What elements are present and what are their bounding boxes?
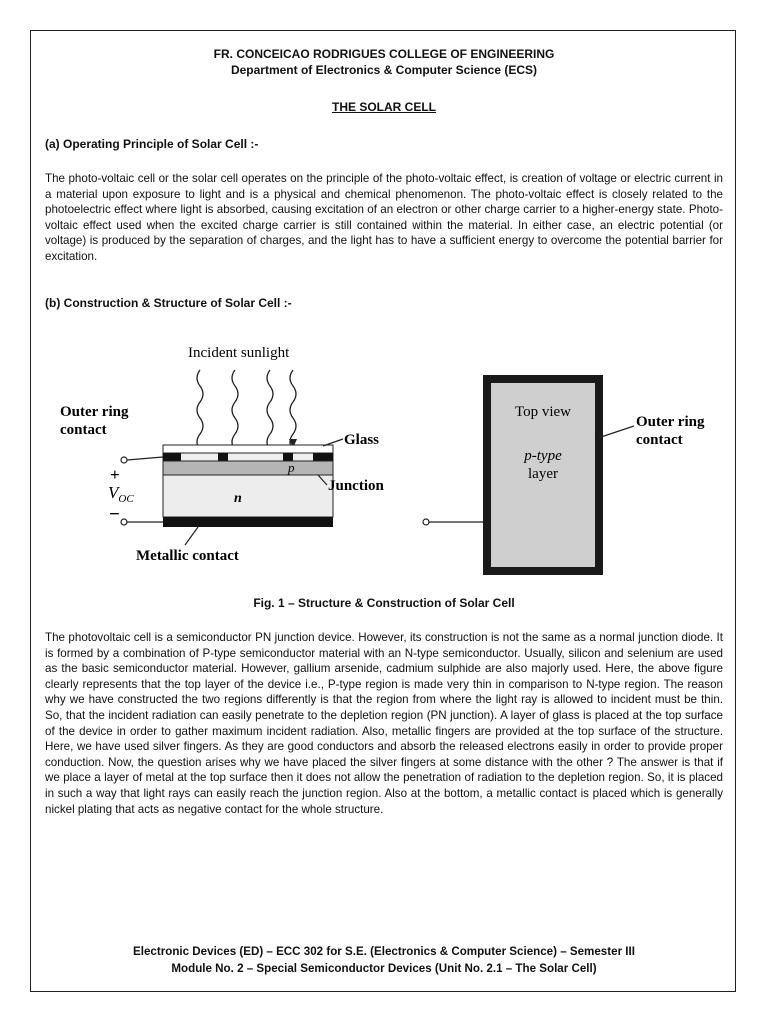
ray-4	[290, 370, 296, 450]
glass-label: Glass	[344, 432, 380, 448]
metallic-contact-label: Metallic contact	[136, 548, 239, 564]
outer-ring-label-line1: Outer ring	[60, 404, 129, 420]
ptype-label-line2: layer	[528, 466, 558, 482]
metal-finger	[218, 453, 228, 461]
junction-label: Junction	[328, 478, 384, 494]
outer-ring-label-line2: contact	[60, 422, 107, 438]
voc-subscript: OC	[118, 493, 134, 505]
minus-sign: −	[109, 504, 120, 525]
plus-sign: +	[110, 465, 120, 484]
page-title: THE SOLAR CELL	[332, 100, 436, 114]
section-a-paragraph: The photo-voltaic cell or the solar cell operates on the principle of the photo-voltaic effect, is creation of voltage or electric current in a material upon exposure to light and is a physical and chemical phenomenon. The photo-voltaic effect is closely related to the photoelectric effect where light is absorbed, causing excitation of an electron or other charge carrier to a higher-energy state. Photo-voltaic effect used when the excited charge carrier is still contained within the material. In either case, an electric potential (or voltage) is produced by the separation of charges, and the light has to have a sufficient energy to overcome the potential barrier for excitation.	[45, 172, 723, 263]
top-view-label: Top view	[514, 404, 572, 420]
metallic-contact-pointer	[185, 527, 198, 545]
positive-lead	[127, 457, 163, 460]
finger-layer	[163, 453, 333, 461]
solar-cell-diagram	[38, 330, 730, 585]
metallic-contact-plate	[163, 517, 333, 527]
p-layer	[163, 461, 333, 475]
footer-line-1: Electronic Devices (ED) – ECC 302 for S.E. (Electronics & Computer Science) – Semester III	[133, 945, 635, 958]
footer-line-2: Module No. 2 – Special Semiconductor Devices (Unit No. 2.1 – The Solar Cell)	[171, 962, 597, 975]
outer-ring-right-line1: Outer ring	[636, 414, 705, 430]
n-region-label: n	[234, 491, 242, 506]
voc-label	[108, 483, 134, 505]
figure-caption: Fig. 1 – Structure & Construction of Solar Cell	[253, 596, 515, 610]
n-layer	[163, 475, 333, 517]
outer-ring-pointer-right	[598, 426, 634, 438]
section-b-heading: (b) Construction & Structure of Solar Cell :-	[45, 296, 292, 310]
p-region-label: p	[288, 460, 295, 475]
solar-cell-figure	[38, 330, 730, 585]
college-name: FR. CONCEICAO RODRIGUES COLLEGE OF ENGINEERING	[213, 47, 555, 61]
outer-ring-right-line2: contact	[636, 432, 683, 448]
section-b-paragraph: The photovoltaic cell is a semiconductor PN junction device. However, its construction is not the same as a normal junction diode. It is formed by a combination of P-type semiconductor material with an N-type semiconductor. Usually, silicon and selenium are used as the basic semiconductor material. However, gallium arsenide, cadmium sulphide are also majorly used. Here, the above figure clearly represents that the top layer of the device i.e., P-type region is made very thin in comparison to N-type region. The reason why we have constructed the two regions differently is that the region from where the light ray is allowed to incident must be thin. So, that the incident radiation can easily penetrate to the depletion region (PN junction). A layer of glass is placed at the top surface of the device in order to gather maximum incident radiation. Also, metallic fingers are provided at the top surface of the structure. Here, we have used silver fingers. As they are good conductors and absorb the released electrons easily in order to provide proper conduction. Now, the question arises why we have placed the silver fingers at some distance with the other ? The answer is that if we place a layer of metal at the top surface then it does not allow the penetration of radiation to the depletion region. So, it is placed in such a way that light rays can easily reach the junction region. Also at the bottom, a metallic contact is placed which is generally nickel plating that acts as negative contact for the whole structure.	[45, 631, 723, 816]
metal-finger-right	[313, 453, 333, 461]
top-view-terminal	[423, 519, 429, 525]
metal-finger-left	[163, 453, 181, 461]
incident-sunlight-label: Incident sunlight	[188, 345, 290, 361]
voc-v: V	[108, 483, 119, 502]
glass-layer	[163, 445, 333, 453]
ptype-label-line1: p-type	[524, 448, 562, 464]
positive-terminal	[121, 457, 127, 463]
negative-terminal	[121, 519, 127, 525]
department-name: Department of Electronics & Computer Science (ECS)	[230, 63, 538, 77]
section-a-heading: (a) Operating Principle of Solar Cell :-	[45, 137, 259, 151]
